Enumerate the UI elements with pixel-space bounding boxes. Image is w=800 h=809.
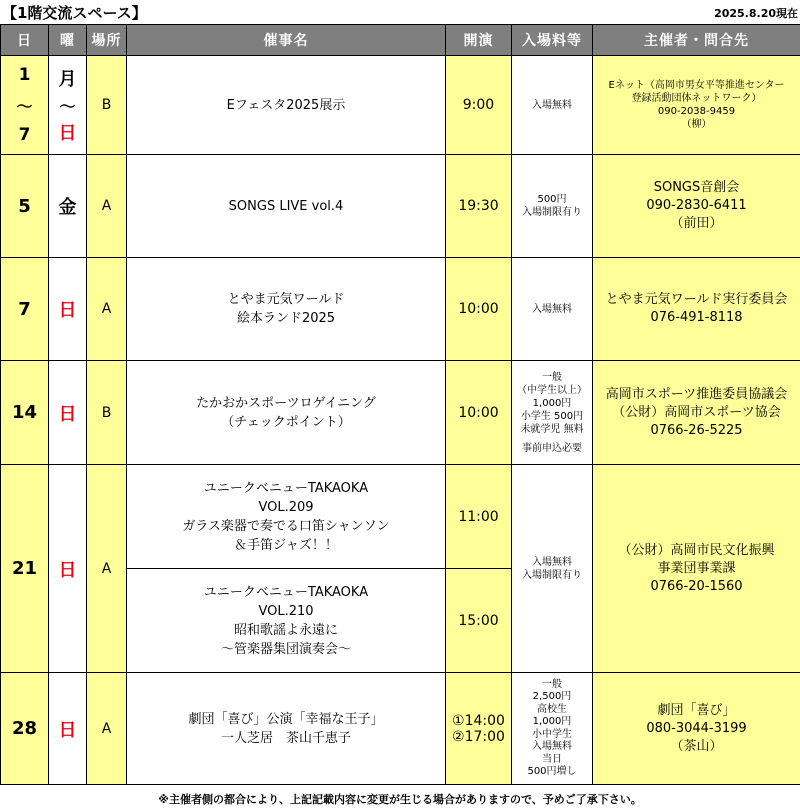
day-range-mark: ～ xyxy=(16,96,33,116)
event-line: ユニークベニューTAKAOKA xyxy=(203,584,369,600)
weekday-cell: 金 xyxy=(49,155,87,258)
as-of-date: 2025.8.20現在 xyxy=(714,7,798,20)
time-cell: 19:30 xyxy=(446,155,512,258)
fee-cell xyxy=(512,258,593,361)
venue-cell: A xyxy=(87,465,127,673)
event-line: VOL.209 xyxy=(258,499,314,515)
fee-cell xyxy=(512,155,593,258)
column-header-weekday: 曜 xyxy=(49,25,87,56)
column-header-venue: 場所 xyxy=(87,25,127,56)
table-row xyxy=(1,361,800,465)
fee-line: 小中学生 xyxy=(532,728,572,740)
organizer-cell xyxy=(593,361,800,465)
time-cell: 10:00 xyxy=(446,361,512,465)
organizer-line: 090-2830-6411 xyxy=(646,198,747,213)
fee-line: 未就学児 無料 xyxy=(520,423,584,435)
organizer-line: 事業団事業課 xyxy=(657,560,736,576)
event-cell xyxy=(127,673,446,785)
table-row xyxy=(1,673,800,785)
fee-line: 500円増し xyxy=(527,766,577,777)
event-line: （チェックポイント） xyxy=(221,414,351,430)
event-line: たかおかスポーツロゲイニング xyxy=(196,395,376,411)
column-header-time: 開演 xyxy=(446,25,512,56)
event-cell xyxy=(127,361,446,465)
table-row xyxy=(1,465,800,569)
weekday-cell xyxy=(49,56,87,155)
time-cell xyxy=(446,673,512,785)
event-cell xyxy=(127,155,446,258)
organizer-line: （柳） xyxy=(681,119,712,130)
event-line: ～管楽器集団演奏会～ xyxy=(220,641,351,657)
fee-line: 高校生 xyxy=(537,703,567,715)
event-line: 昭和歌謡よ永遠に xyxy=(233,622,338,638)
venue-cell: A xyxy=(87,673,127,785)
day-end: 7 xyxy=(18,125,31,145)
fee-line: （中学生以上） xyxy=(517,384,587,396)
event-line: とやま元気ワールド xyxy=(227,292,345,307)
venue-cell: B xyxy=(87,361,127,465)
fee-line: 入場制限有り xyxy=(522,207,582,218)
organizer-line: 高岡市スポーツ推進委員協議会 xyxy=(605,386,788,402)
table-row xyxy=(1,155,800,258)
time-cell: 15:00 xyxy=(446,569,512,673)
fee-line: 1,000円 xyxy=(532,397,572,409)
column-header-organizer: 主催者・問合先 xyxy=(593,25,800,56)
day-cell: 5 xyxy=(1,155,49,258)
venue-cell: A xyxy=(87,258,127,361)
organizer-line: 0766-26-5225 xyxy=(650,422,743,438)
event-line: ＆手笛ジャズ！！ xyxy=(234,537,338,553)
time-cell: 10:00 xyxy=(446,258,512,361)
fee-line: 入場無料 xyxy=(532,556,572,568)
fee-line: 小学生 500円 xyxy=(520,410,584,422)
weekday-cell: 日 xyxy=(49,258,87,361)
event-line: 絵本ランド2025 xyxy=(236,311,336,326)
fee-line: 2,500円 xyxy=(532,691,572,702)
time-cell: 9:00 xyxy=(446,56,512,155)
table-row xyxy=(1,56,800,155)
organizer-line: （茶山） xyxy=(670,738,723,754)
fee-line: 入場無料 xyxy=(532,99,572,111)
day-cell: 21 xyxy=(1,465,49,673)
day-cell xyxy=(1,56,49,155)
column-header-event: 催事名 xyxy=(127,25,446,56)
fee-cell xyxy=(512,56,593,155)
event-line: 劇団「喜び」公演「幸福な王子」 xyxy=(188,711,384,727)
fee-cell xyxy=(512,673,593,785)
event-line: ガラス楽器で奏でる口笛シャンソン xyxy=(182,518,390,534)
column-header-day: 日 xyxy=(1,25,49,56)
day-start: 1 xyxy=(18,65,31,85)
weekday-cell: 日 xyxy=(49,361,87,465)
time-line: ②17:00 xyxy=(452,728,505,745)
organizer-line: 090-2038-9459 xyxy=(657,106,736,117)
day-cell: 14 xyxy=(1,361,49,465)
event-line: SONGS LIVE vol.4 xyxy=(228,198,344,214)
column-header-fee: 入場料等 xyxy=(512,25,593,56)
fee-cell xyxy=(512,361,593,465)
day-cell: 28 xyxy=(1,673,49,785)
event-cell xyxy=(127,56,446,155)
organizer-cell xyxy=(593,673,800,785)
page-title: 【1階交流スペース】 xyxy=(2,4,147,22)
weekday-cell: 日 xyxy=(49,465,87,673)
organizer-line: 0766-20-1560 xyxy=(650,578,743,594)
event-schedule-table xyxy=(0,24,800,785)
fee-line: 当日 xyxy=(542,753,562,765)
fee-line: 一般 xyxy=(542,678,562,690)
event-line: 一人芝居 茶山千恵子 xyxy=(220,730,351,746)
fee-line: 一般 xyxy=(542,371,562,383)
organizer-line: （公財）高岡市スポーツ協会 xyxy=(612,404,781,420)
organizer-line: 080-3044-3199 xyxy=(646,720,747,736)
table-row xyxy=(1,258,800,361)
weekday-range-mark: ～ xyxy=(59,96,76,116)
organizer-line: 劇団「喜び」 xyxy=(657,702,736,718)
fee-line: 入場制限有り xyxy=(522,569,582,581)
fee-line: 1,000円 xyxy=(532,716,572,727)
event-line: ユニークベニューTAKAOKA xyxy=(203,480,369,496)
event-line: VOL.210 xyxy=(258,603,314,619)
fee-line: 入場無料 xyxy=(532,741,572,752)
organizer-line: とやま元気ワールド実行委員会 xyxy=(605,292,788,307)
header-row xyxy=(1,25,800,56)
fee-cell xyxy=(512,465,593,673)
organizer-line: SONGS音創会 xyxy=(653,180,740,195)
time-cell: 11:00 xyxy=(446,465,512,569)
disclaimer-footnote: ※主催者側の都合により、上記記載内容に変更が生じる場合がありますので、予めご了承下さい。 xyxy=(158,793,642,806)
event-cell xyxy=(127,465,446,569)
organizer-line: 登録活動団体ネットワーク） xyxy=(631,93,762,104)
organizer-cell xyxy=(593,155,800,258)
organizer-line: （公財）高岡市民文化振興 xyxy=(618,542,775,558)
weekday-end: 日 xyxy=(58,123,77,144)
organizer-line: （前田） xyxy=(670,216,723,231)
weekday-start: 月 xyxy=(58,69,77,90)
organizer-line: Eネット（高岡市男女平等推進センター xyxy=(608,80,785,91)
fee-line: 入場無料 xyxy=(532,303,572,315)
day-cell: 7 xyxy=(1,258,49,361)
event-line: Eフェスタ2025展示 xyxy=(226,97,346,113)
fee-line: 500円 xyxy=(537,194,567,205)
organizer-line: 076-491-8118 xyxy=(650,310,743,325)
event-cell xyxy=(127,258,446,361)
venue-cell: A xyxy=(87,155,127,258)
organizer-cell xyxy=(593,258,800,361)
event-cell xyxy=(127,569,446,673)
organizer-cell xyxy=(593,465,800,673)
time-line: ①14:00 xyxy=(452,712,505,729)
weekday-cell: 日 xyxy=(49,673,87,785)
organizer-cell xyxy=(593,56,800,155)
fee-note: 事前申込必要 xyxy=(522,442,582,454)
venue-cell: B xyxy=(87,56,127,155)
